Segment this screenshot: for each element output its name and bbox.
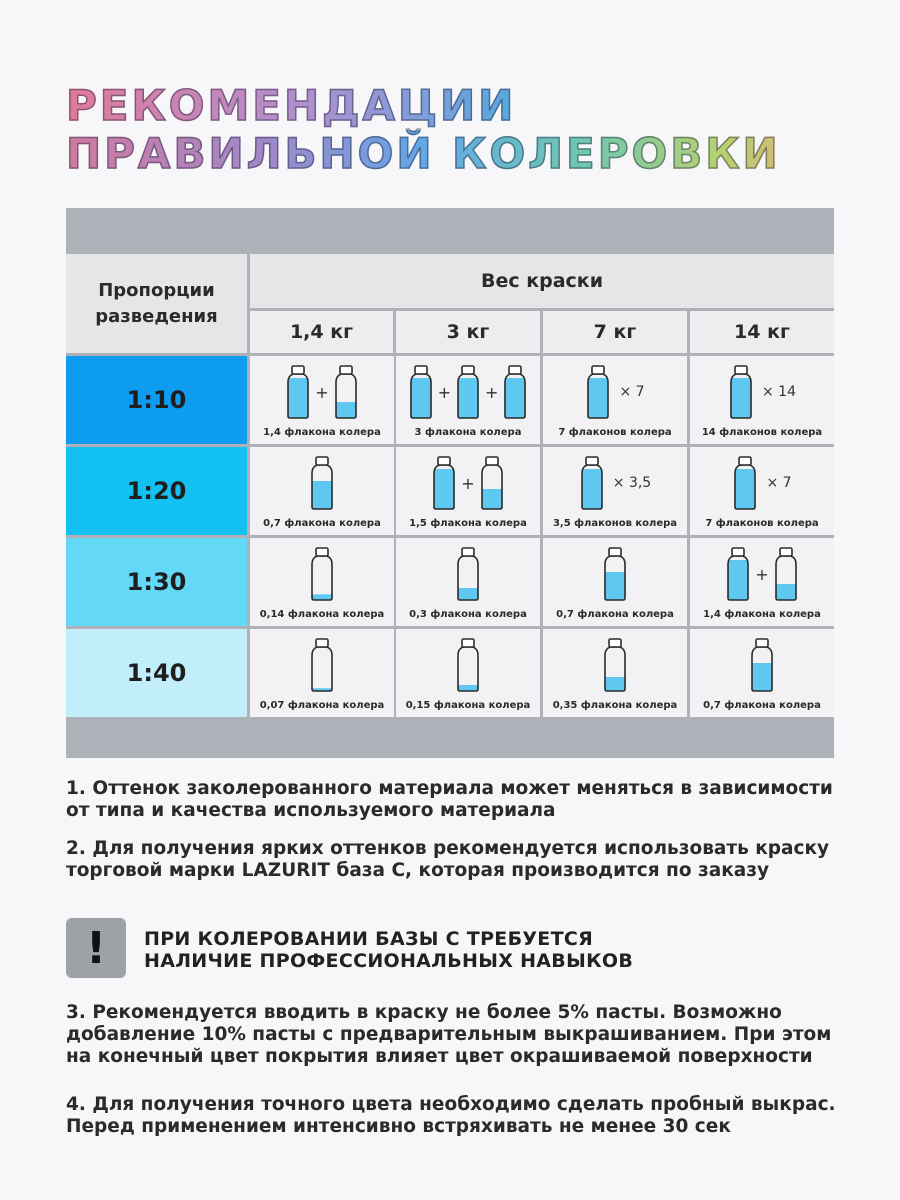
bottle-icon [455, 364, 481, 420]
bottle-cap [592, 366, 604, 374]
table-cell [250, 538, 394, 626]
proportions-header: Пропорции разведения [66, 254, 247, 353]
bottle-icon [309, 455, 335, 511]
table-cell [250, 356, 394, 444]
cell-caption: 0,7 флакона колера [703, 700, 821, 711]
bottle-group [690, 362, 834, 422]
multiplier: × 7 [619, 384, 645, 400]
bottle-icon [725, 546, 751, 602]
column-header-7kg: 7 кг [543, 311, 687, 353]
bottle-liquid [731, 378, 751, 418]
bottle-icon [333, 364, 359, 420]
bottle-liquid [482, 489, 502, 509]
table-cell [690, 447, 834, 535]
table-cell [250, 629, 394, 717]
warning-line-1: ПРИ КОЛЕРОВАНИИ БАЗЫ С ТРЕБУЕТСЯ [144, 928, 594, 950]
bottle-group [396, 635, 540, 695]
table-cell [396, 538, 540, 626]
bottle-cap [316, 639, 328, 647]
table-cell [543, 356, 687, 444]
bottle-liquid [728, 560, 748, 600]
bottle-group [690, 453, 834, 513]
bottle-liquid [312, 594, 332, 600]
cell-caption: 0,14 флакона колера [259, 609, 385, 620]
bottle-group [396, 362, 540, 422]
bottle-group [396, 544, 540, 604]
note-1: 1. Оттенок заколерованного материала может меняться в зависимости от типа и качества используемого материала [66, 778, 833, 821]
table-cell [690, 629, 834, 717]
bottle-icon [749, 637, 775, 693]
bottle-cap [316, 457, 328, 465]
cell-caption: 0,7 флакона колера [263, 518, 381, 529]
bottle-icon [285, 364, 311, 420]
table-cell [396, 629, 540, 717]
cell-caption: 0,35 флакона колера [552, 700, 678, 711]
cell-caption: 14 флаконов колера [701, 427, 823, 438]
bottle-liquid [458, 685, 478, 691]
bottle-cap [609, 639, 621, 647]
bottle-liquid [458, 588, 478, 600]
warning-block [66, 918, 846, 978]
title-line-1: РЕКОМЕНДАЦИИ [66, 82, 866, 130]
cell-caption: 3 флакона колера [414, 427, 522, 438]
bottle-liquid [505, 378, 525, 418]
bottle-outline [312, 647, 332, 691]
bottle-cap [732, 548, 744, 556]
bottle-liquid [288, 378, 308, 418]
ratio-label: 1:20 [66, 447, 247, 535]
ratio-label: 1:30 [66, 538, 247, 626]
page-title [66, 82, 866, 178]
table-cell [396, 356, 540, 444]
cell-caption: 0,3 флакона колера [409, 609, 527, 620]
bottle-liquid [411, 378, 431, 418]
bottle-cap [756, 639, 768, 647]
bottle-group [250, 544, 394, 604]
bottle-cap [316, 548, 328, 556]
cell-caption: 3,5 флаконов колера [552, 518, 678, 529]
bottle-icon [579, 455, 605, 511]
bottle-icon [455, 546, 481, 602]
table-cell [690, 356, 834, 444]
bottle-cap [438, 457, 450, 465]
multiplier: × 3,5 [612, 475, 652, 491]
ratio-label: 1:10 [66, 356, 247, 444]
bottle-group [543, 453, 687, 513]
bottle-cap [462, 366, 474, 374]
bottle-liquid [458, 378, 478, 418]
plus-icon: + [461, 473, 475, 493]
bottle-cap [462, 548, 474, 556]
bottle-icon [309, 546, 335, 602]
bottle-group [250, 635, 394, 695]
bottle-cap [735, 366, 747, 374]
bottle-cap [486, 457, 498, 465]
bottle-icon [408, 364, 434, 420]
bottle-group [250, 453, 394, 513]
bottle-group [396, 453, 540, 513]
bottle-icon [732, 455, 758, 511]
title-line-2: ПРАВИЛЬНОЙ КОЛЕРОВКИ [66, 130, 866, 178]
warning-line-2: НАЛИЧИЕ ПРОФЕССИОНАЛЬНЫХ НАВЫКОВ [144, 950, 634, 972]
bottle-group [543, 544, 687, 604]
bottle-icon [309, 637, 335, 693]
bottle-liquid [434, 469, 454, 509]
bottle-cap [292, 366, 304, 374]
cell-caption: 1,5 флакона колера [409, 518, 527, 529]
bottle-cap [340, 366, 352, 374]
table-cell [250, 447, 394, 535]
bottle-liquid [312, 481, 332, 509]
bottle-group [690, 544, 834, 604]
bottle-liquid [588, 378, 608, 418]
bottle-liquid [336, 402, 356, 418]
cell-caption: 0,7 флакона колера [556, 609, 674, 620]
bottle-icon [773, 546, 799, 602]
bottle-cap [739, 457, 751, 465]
multiplier: × 14 [762, 384, 796, 400]
bottle-icon [455, 637, 481, 693]
bottle-group [690, 635, 834, 695]
column-header-3kg: 3 кг [396, 311, 540, 353]
bottle-liquid [735, 469, 755, 509]
bottle-outline [458, 647, 478, 691]
dilution-table [66, 208, 834, 758]
bottle-icon [479, 455, 505, 511]
cell-caption: 0,07 флакона колера [259, 700, 385, 711]
bottle-cap [586, 457, 598, 465]
cell-caption: 1,4 флакона колера [703, 609, 821, 620]
bottle-icon [502, 364, 528, 420]
bottle-cap [509, 366, 521, 374]
bottle-liquid [752, 663, 772, 691]
bottle-outline [312, 556, 332, 600]
plus-icon: + [485, 382, 499, 402]
bottle-liquid [582, 469, 602, 509]
column-header-1-4kg: 1,4 кг [250, 311, 393, 353]
ratio-label: 1:40 [66, 629, 247, 717]
bottle-liquid [776, 584, 796, 600]
bottle-liquid [605, 677, 625, 691]
bottle-cap [780, 548, 792, 556]
cell-caption: 0,15 флакона колера [405, 700, 531, 711]
table-cell [543, 629, 687, 717]
bottle-cap [609, 548, 621, 556]
bottle-icon [602, 637, 628, 693]
bottle-cap [415, 366, 427, 374]
bottle-icon [431, 455, 457, 511]
table-cell [543, 447, 687, 535]
bottle-group [543, 635, 687, 695]
exclamation-icon: ! [66, 918, 126, 978]
cell-caption: 1,4 флакона колера [263, 427, 381, 438]
note-4: 4. Для получения точного цвета необходимо сделать пробный выкрас. Перед применением интенсивно встряхивать не менее 30 сек [66, 1094, 836, 1137]
bottle-icon [585, 364, 611, 420]
bottle-icon [602, 546, 628, 602]
plus-icon: + [437, 382, 451, 402]
bottle-cap [462, 639, 474, 647]
bottle-icon [728, 364, 754, 420]
cell-caption: 7 флаконов колера [558, 427, 672, 438]
table-cell [396, 447, 540, 535]
column-header-14kg: 14 кг [690, 311, 834, 353]
bottle-liquid [605, 572, 625, 600]
table-top-bar [66, 208, 834, 248]
bottle-group [250, 362, 394, 422]
plus-icon: + [315, 382, 329, 402]
bottle-group [543, 362, 687, 422]
cell-caption: 7 флаконов колера [705, 518, 819, 529]
plus-icon: + [755, 564, 769, 584]
table-cell [543, 538, 687, 626]
multiplier: × 7 [766, 475, 792, 491]
table-cell [690, 538, 834, 626]
warning-text [144, 928, 633, 972]
paint-weight-header: Вес краски [250, 254, 834, 308]
note-3: 3. Рекомендуется вводить в краску не более 5% пасты. Возможно добавление 10% пасты с предварительным выкрашиванием. При этом на конечный цвет покрытия влияет цвет окрашиваемой поверхности [66, 1002, 832, 1067]
note-2: 2. Для получения ярких оттенков рекомендуется использовать краску торговой марки LAZURIT база С, которая производится по заказу [66, 838, 830, 881]
